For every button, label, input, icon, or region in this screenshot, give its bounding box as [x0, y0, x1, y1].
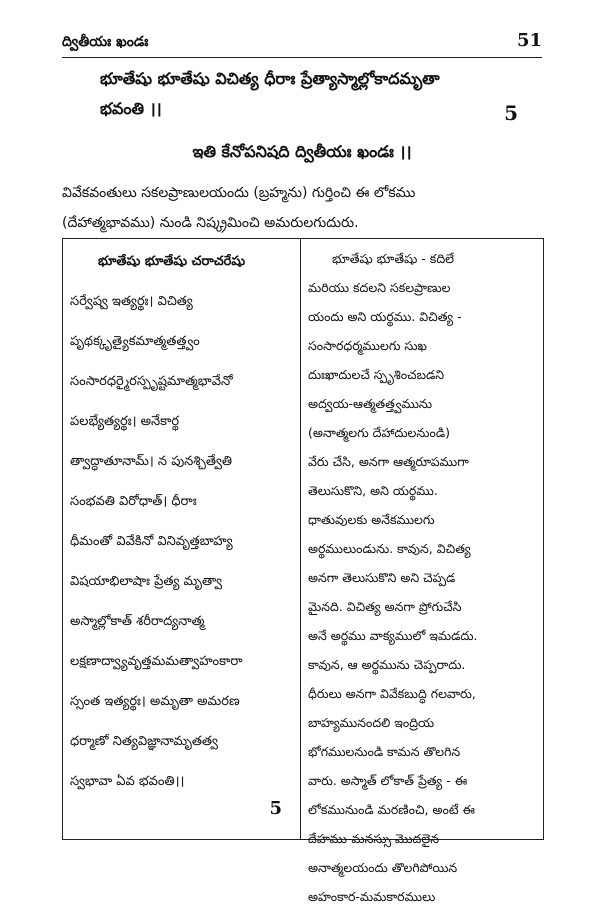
commentary-line: ధీరులు అనగా వివేకబుద్ధి గలవారు,: [308, 686, 476, 701]
commentary-line: స్సంత ఇత్యర్థః। అమృతా అమరణ: [70, 694, 240, 709]
commentary-line: అనే అర్థము వాక్యములో ఇమడదు.: [308, 628, 478, 643]
column-divider: [300, 238, 301, 840]
commentary-line: సంభవతి విరోధాత్। ధీరాః: [70, 494, 197, 509]
commentary-line: అహంకార-మమకారములు: [308, 889, 436, 904]
commentary-line: ధీమంతో వివేకినో వినివృత్తబాహ్య: [70, 534, 233, 549]
section-colophon: ఇతి కేనోపనిషది ద్వితీయః ఖండః ।।: [192, 142, 412, 161]
commentary-line: వేరు చేసి, అనగా ఆత్మరూపముగా: [308, 454, 469, 469]
commentary-line: సంసారధర్మములగు సుఖ: [308, 338, 427, 353]
commentary-line: పృథక్కృత్యైకమాత్మతత్త్వం: [70, 334, 200, 349]
commentary-line: ధాతువులకు అనేకములగు: [308, 512, 435, 527]
commentary-line: సంసారధర్మైరస్పృష్టమాత్మభావేనో: [70, 374, 233, 389]
commentary-line: కావున, ఆ అర్థమును చెప్పరాదు.: [308, 657, 466, 672]
commentary-line: విషయాభిలాషాః ప్రేత్య మృత్వా: [70, 574, 223, 589]
commentary-line: లోకమునుండి మరణించి, అంటే ఈ: [308, 802, 475, 817]
summary-line: వివేకవంతులు సకలప్రాణులయందు (బ్రహ్మను) గుర్తించి ఈ లోకము: [62, 185, 416, 201]
commentary-line: యందు అని యర్థము. విచిత్య -: [308, 309, 462, 324]
commentary-line: అస్మాల్లోకాత్ శరీరాద్యనాత్మ: [70, 614, 205, 629]
telugu-commentary-column: [308, 244, 538, 911]
page-number: 51: [516, 30, 542, 51]
commentary-line: తెలుసుకొని, అని యర్థము.: [308, 483, 438, 498]
commentary-line: (అనాత్మలగు దేహాదులనుండి): [308, 425, 450, 440]
commentary-line: దుఃఖాదులచే స్పృశించబడని: [308, 367, 444, 382]
commentary-line: అనగా తెలుసుకొని అని చెప్పడ: [308, 570, 456, 585]
commentary-line: స్వభావా ఏవ భవంతి।।: [70, 774, 185, 789]
commentary-line: త్వాద్ధాతూనామ్। న పునశ్చిత్వేతి: [70, 454, 233, 469]
commentary-line: అనాత్మలయందు తొలగిపోయిన: [308, 860, 458, 875]
commentary-line: సర్వేష్వ ఇత్యర్థః। విచిత్య: [70, 294, 193, 309]
commentary-line: భూతేషు భూతేషు - కదిలే: [332, 251, 455, 266]
running-title: ద్వితీయః ఖండః: [62, 34, 149, 50]
verse-block: [100, 64, 520, 124]
summary-paragraph: [62, 178, 542, 238]
commentary-line: ధర్మాణో నిత్యవిజ్ఞానామృతత్వ: [70, 734, 218, 749]
commentary-verse-number: 5: [269, 798, 282, 819]
commentary-line: భూతేషు భూతేషు చరాచరేషు: [98, 254, 246, 269]
commentary-line: పలభ్యేత్యర్థః। అనేకార్థ: [70, 414, 180, 429]
verse-line: భూతేషు భూతేషు విచిత్య ధీరాః ప్రేత్యాస్మాల్లోకాదమృతా: [100, 69, 440, 88]
header-rule: [62, 57, 542, 58]
verse-line: భవంతి ।।: [100, 99, 162, 118]
commentary-line: బాహ్యమునందలి ఇంద్రియ: [308, 715, 435, 730]
commentary-line: అద్వయ-ఆత్మతత్త్వమును: [308, 396, 433, 411]
commentary-line: దేహము-మనస్సు మొదలైన: [308, 831, 440, 846]
sanskrit-commentary-column: [70, 242, 292, 819]
commentary-line: వారు. అస్మాత్ లోకాత్ ప్రేత్య - ఈ: [308, 773, 468, 788]
commentary-line: లక్షణాద్వ్యావృత్తమమత్వాహంకారా: [70, 654, 243, 669]
commentary-line: మైనది. విచిత్య అనగా ప్రోగుచేసి: [308, 599, 462, 614]
commentary-line: అర్థములుండును. కావున, విచిత్య: [308, 541, 471, 556]
verse-number: 5: [504, 101, 518, 125]
commentary-line: మరియు కదలని సకలప్రాణుల: [308, 280, 451, 295]
page-header: [62, 30, 542, 56]
commentary-line: భోగములనుండి కామన తొలగిన: [308, 744, 461, 759]
summary-line: (దేహాత్మభావము) నుండి నిష్క్రమించి అమరులగుదురు.: [62, 215, 359, 231]
